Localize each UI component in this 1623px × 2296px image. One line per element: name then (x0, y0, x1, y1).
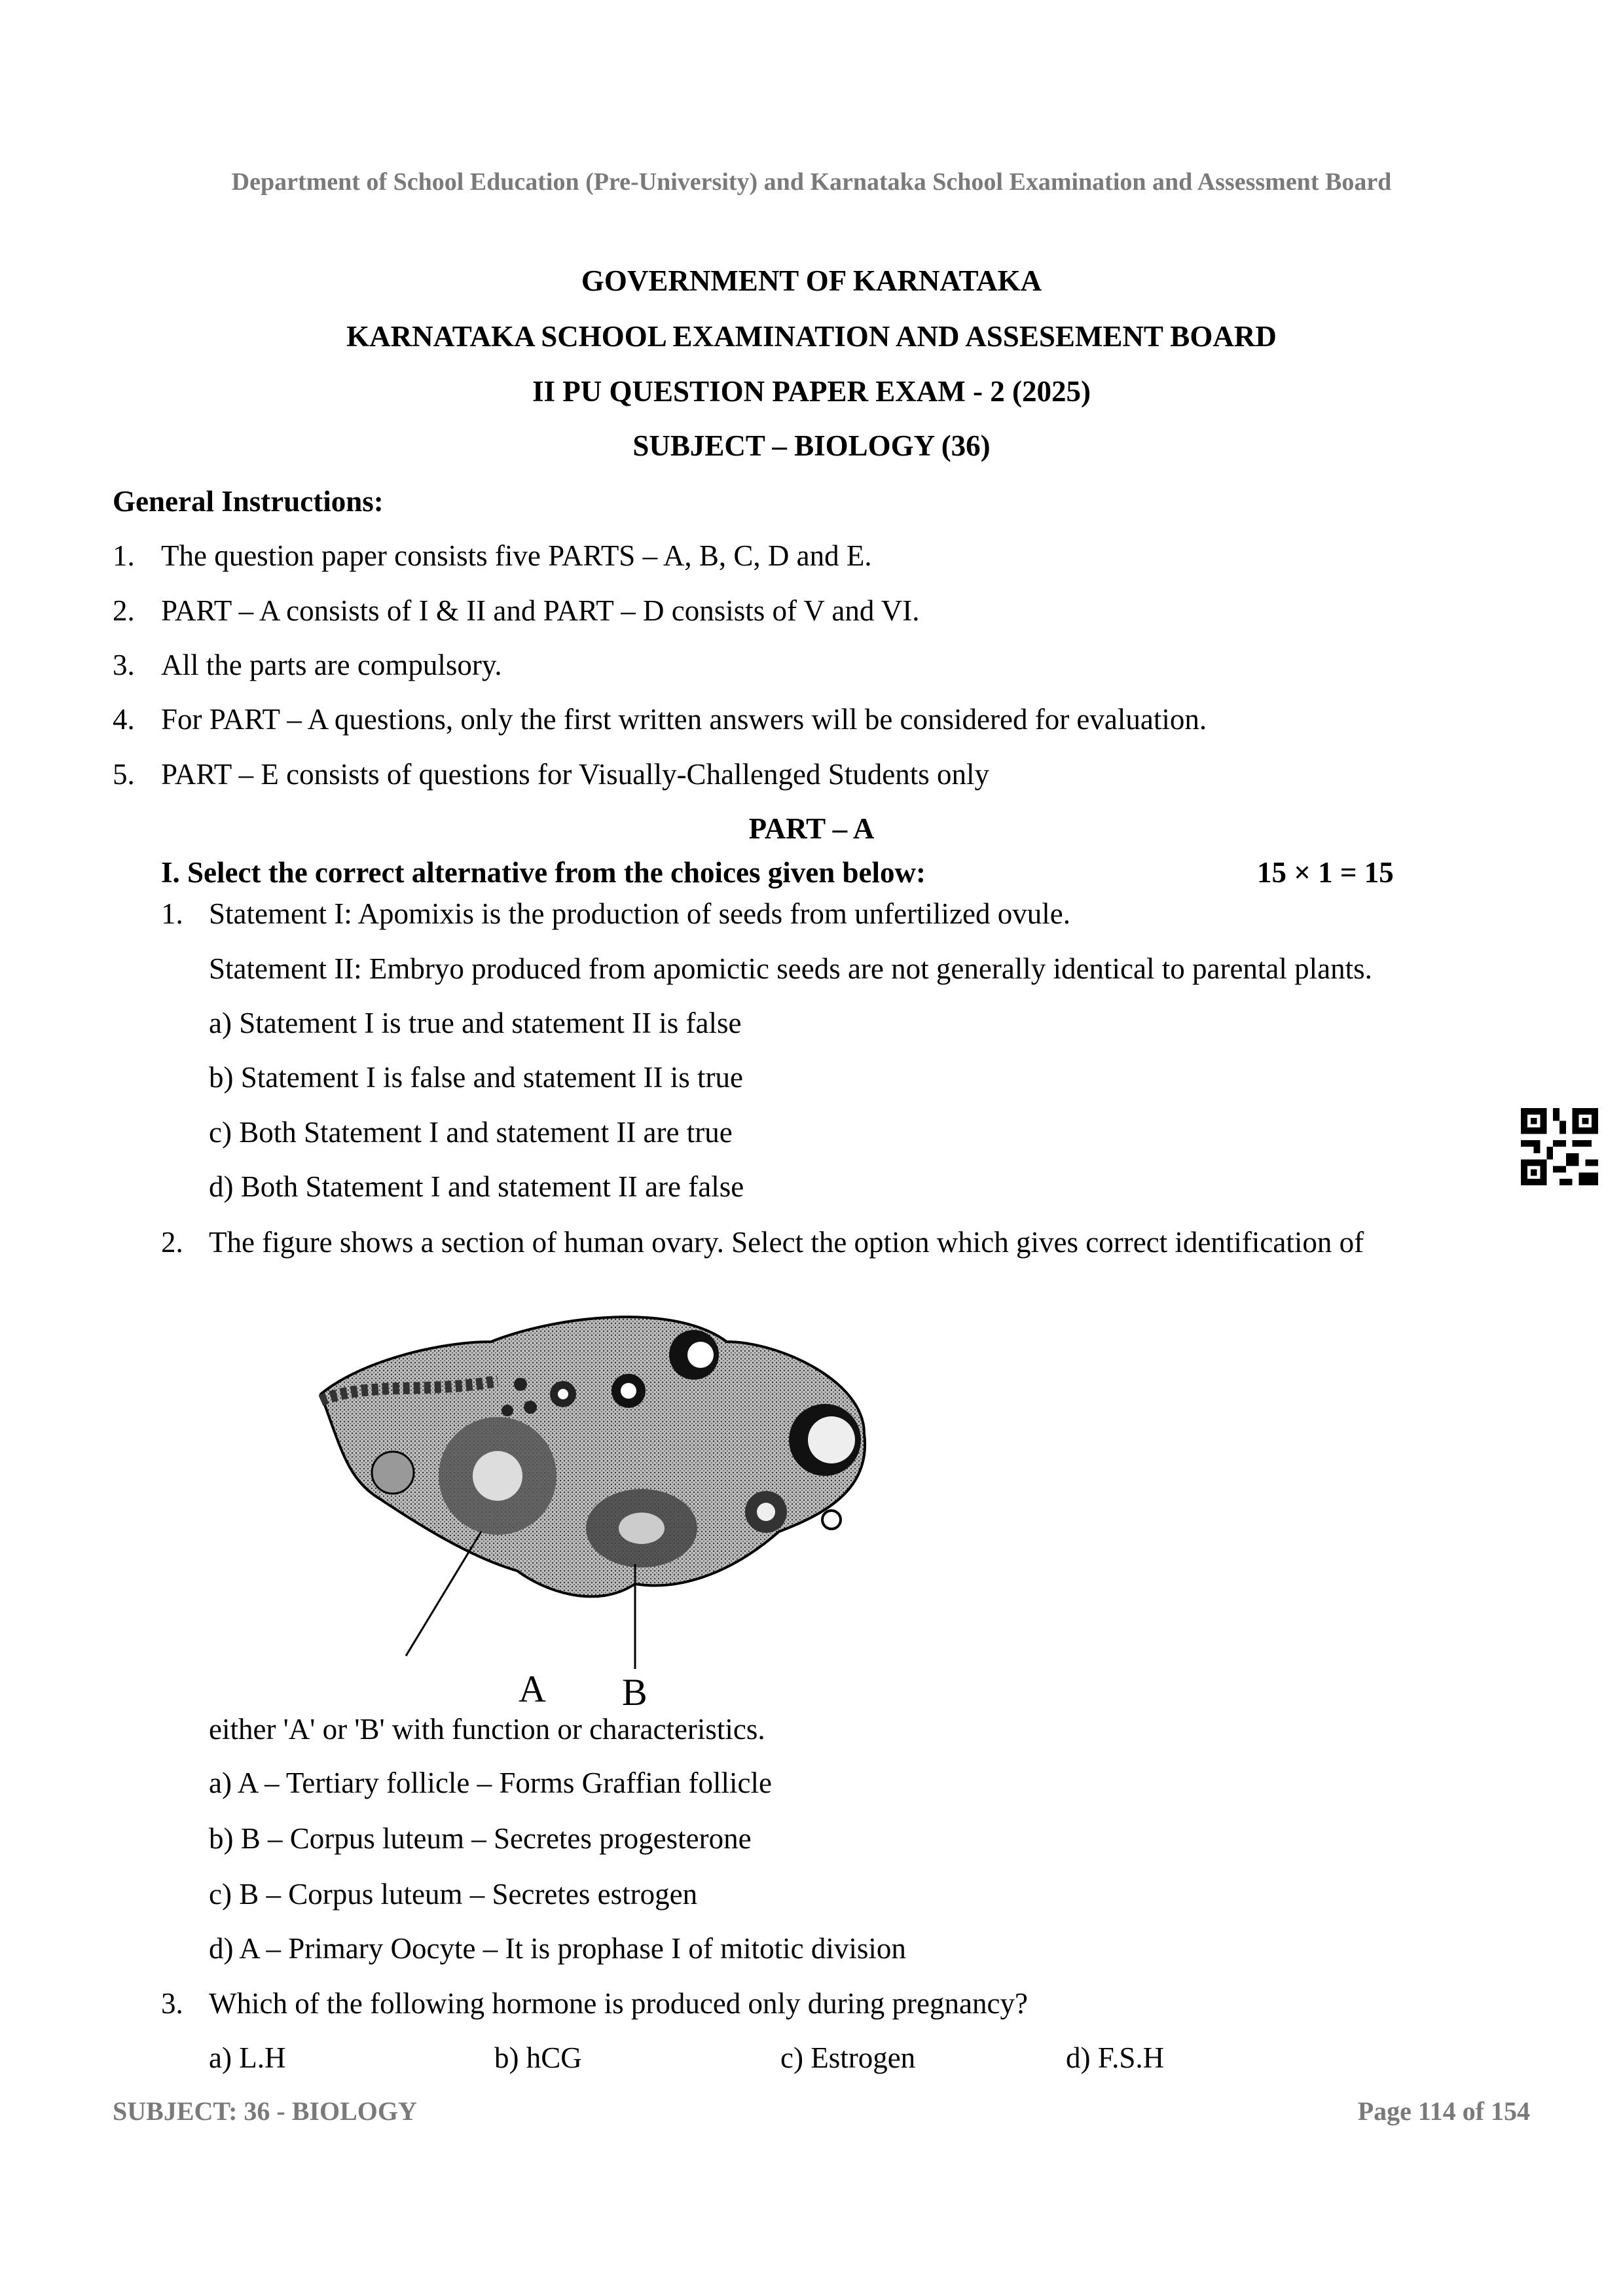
question-text: The figure shows a section of human ovary. Select the option which gives correct identification of (209, 1226, 1364, 1259)
instruction-text: PART – E consists of questions for Visually-Challenged Students only (161, 758, 990, 791)
question-text: Which of the following hormone is produced only during pregnancy? (209, 1987, 1028, 2020)
instruction-number: 2. (113, 594, 135, 627)
question-text: either 'A' or 'B' with function or characteristics. (209, 1713, 765, 1746)
option: c) Estrogen (780, 2041, 916, 2074)
question-text: Statement II: Embryo produced from apomictic seeds are not generally identical to parental plants. (209, 952, 1372, 985)
instruction-number: 5. (113, 758, 135, 791)
question-number: 1. (161, 897, 183, 930)
figure-label-a: A (519, 1668, 546, 1710)
instruction-number: 3. (113, 649, 135, 681)
title-board: KARNATAKA SCHOOL EXAMINATION AND ASSESEMENT BOARD (346, 320, 1277, 353)
instruction-number: 1. (113, 539, 135, 572)
option: b) hCG (494, 2041, 582, 2074)
option: d) F.S.H (1066, 2041, 1165, 2074)
instructions-heading: General Instructions: (113, 485, 384, 518)
option: c) Both Statement I and statement II are true (209, 1116, 733, 1149)
ovary-section-figure (308, 1302, 884, 1721)
instruction-text: The question paper consists five PARTS – A, B, C, D and E. (161, 539, 872, 572)
option: b) Statement I is false and statement II is true (209, 1061, 743, 1094)
section-marks: 15 × 1 = 15 (1257, 856, 1394, 889)
footer-subject: SUBJECT: 36 - BIOLOGY (113, 2096, 417, 2126)
option: a) Statement I is true and statement II is false (209, 1007, 742, 1039)
qr-code-icon (1520, 1108, 1599, 1185)
title-exam: II PU QUESTION PAPER EXAM - 2 (2025) (532, 375, 1091, 408)
question-number: 3. (161, 1987, 183, 2020)
option: c) B – Corpus luteum – Secretes estrogen (209, 1878, 698, 1910)
option: b) B – Corpus luteum – Secretes progesterone (209, 1822, 752, 1855)
question-number: 2. (161, 1226, 183, 1259)
option: a) L.H (209, 2041, 286, 2074)
section-title: I. Select the correct alternative from the choices given below: (161, 856, 926, 889)
instruction-text: For PART – A questions, only the first written answers will be considered for evaluation. (161, 703, 1207, 736)
part-heading: PART – A (748, 812, 875, 845)
instruction-text: All the parts are compulsory. (161, 649, 502, 681)
option: d) A – Primary Oocyte – It is prophase I of mitotic division (209, 1932, 906, 1965)
title-subject: SUBJECT – BIOLOGY (36) (632, 429, 991, 462)
board-header: Department of School Education (Pre-University) and Karnataka School Examination and Assessment Board (231, 168, 1392, 196)
question-text: Statement I: Apomixis is the production of seeds from unfertilized ovule. (209, 897, 1070, 930)
option: a) A – Tertiary follicle – Forms Graffian follicle (209, 1767, 772, 1799)
title-government: GOVERNMENT OF KARNATAKA (581, 264, 1042, 297)
option: d) Both Statement I and statement II are false (209, 1170, 744, 1203)
footer-page-number: Page 114 of 154 (1357, 2096, 1530, 2126)
instruction-text: PART – A consists of I & II and PART – D consists of V and VI. (161, 594, 920, 627)
figure-label-b: B (622, 1671, 647, 1713)
instruction-number: 4. (113, 703, 135, 736)
